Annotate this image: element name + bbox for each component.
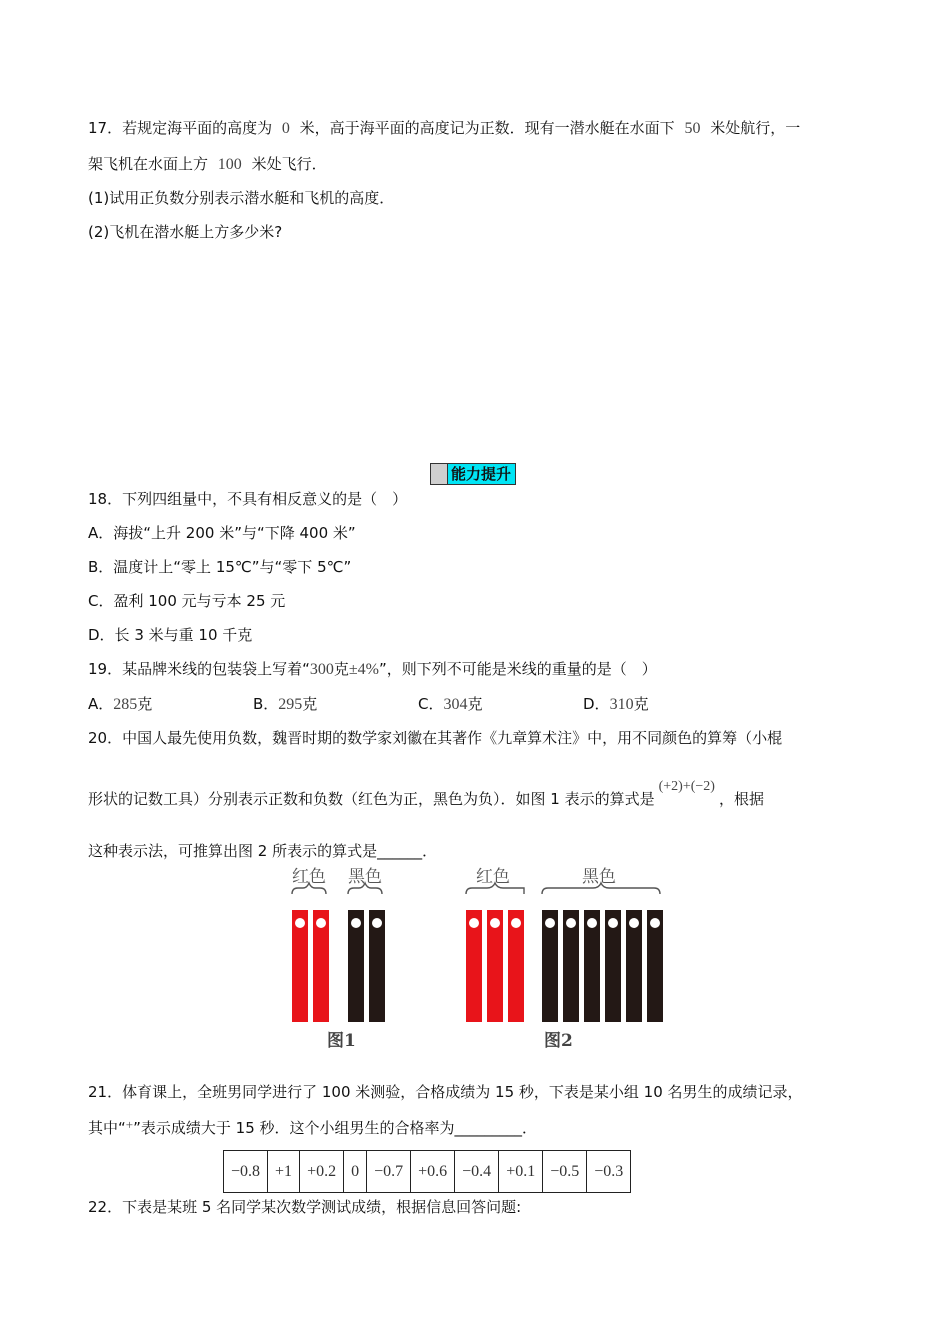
q19-text: 19．某品牌米线的包装袋上写着“ xyxy=(88,660,310,678)
math-hundred: 100 xyxy=(217,156,242,173)
fig2-red-label: 红色 xyxy=(476,867,510,887)
fig1-red-label: 红色 xyxy=(292,867,326,887)
q17-line2 xyxy=(88,154,327,175)
q19-option-b xyxy=(253,694,317,715)
option-unit: 克 xyxy=(467,695,483,713)
fig1-black-rod-dot xyxy=(372,918,382,928)
q20-text: ，根据 xyxy=(718,790,764,808)
option-value: 304 xyxy=(443,696,468,713)
option-value: 295 xyxy=(278,696,303,713)
option-letter: A． xyxy=(88,695,114,713)
fig2-black-rod-dot xyxy=(650,918,660,928)
option-value: 285 xyxy=(113,696,138,713)
fig2-black-rod-dot xyxy=(545,918,555,928)
q18-option-c: C．盈利 100 元与亏本 25 元 xyxy=(88,592,286,610)
fig1-black-rod-dot xyxy=(351,918,361,928)
section-marker xyxy=(431,464,448,484)
option-unit: 克 xyxy=(137,695,153,713)
option-letter: D． xyxy=(583,695,610,713)
fig1-red-rod-dot xyxy=(295,918,305,928)
q19-unit: 克 xyxy=(333,660,349,678)
score-cell: −0.8 xyxy=(224,1151,268,1193)
table-row xyxy=(224,1151,631,1193)
q17-text: 米，高于海平面的高度记为正数．现有一潜水艇在水面下 xyxy=(299,119,675,137)
fig2-red-rod-dot xyxy=(511,918,521,928)
q20-text: 形状的记数工具）分别表示正数和负数（红色为正，黑色为负）．如图 1 表示的算式是 xyxy=(88,790,655,808)
q20-line1: 20．中国人最先使用负数，魏晋时期的数学家刘徽在其著作《九章算术注》中，用不同颜色的算筹（小棍 xyxy=(88,729,783,747)
section-title: 能力提升 xyxy=(448,464,515,484)
fig2-black-rod-dot xyxy=(608,918,618,928)
fig1-caption: 图1 xyxy=(327,1031,356,1051)
fig2-red-rod-dot xyxy=(469,918,479,928)
q17-text: 米处航行，一 xyxy=(710,119,801,137)
score-cell: +0.6 xyxy=(411,1151,455,1193)
score-cell: 0 xyxy=(344,1151,367,1193)
score-cell: −0.4 xyxy=(455,1151,499,1193)
option-unit: 克 xyxy=(633,695,649,713)
q19-option-c xyxy=(418,694,483,715)
math-fifty: 50 xyxy=(684,120,701,137)
q19-text: ”，则下列不可能是米线的重量的是（ ） xyxy=(378,660,657,678)
q17-part2: (2)飞机在潜水艇上方多少米? xyxy=(88,223,283,241)
q17-text: 17．若规定海平面的高度为 xyxy=(88,119,273,137)
score-cell: −0.7 xyxy=(367,1151,411,1193)
option-letter: C． xyxy=(418,695,444,713)
math-formula: (+2)+(−2) xyxy=(658,779,715,794)
rods-group xyxy=(292,910,663,1022)
score-cell: +1 xyxy=(268,1151,300,1193)
q17-part1: (1)试用正负数分别表示潜水艇和飞机的高度． xyxy=(88,189,395,207)
fig1-red-rod-dot xyxy=(316,918,326,928)
score-cell: −0.3 xyxy=(587,1151,631,1193)
fig2-black-rod-dot xyxy=(629,918,639,928)
q20-line2 xyxy=(88,779,764,811)
q18-option-a: A．海拔“上升 200 米”与“下降 400 米” xyxy=(88,524,356,542)
q20-line3: 这种表示法，可推算出图 2 所表示的算式是______． xyxy=(88,842,438,860)
q17-text: 米处飞行． xyxy=(251,155,327,173)
score-cell: −0.5 xyxy=(543,1151,587,1193)
fig2-black-rod-dot xyxy=(587,918,597,928)
q17-text: 架飞机在水面上方 xyxy=(88,155,209,173)
q18-option-d: D．长 3 米与重 10 千克 xyxy=(88,626,253,644)
section-header xyxy=(430,463,516,485)
option-value: 310 xyxy=(609,696,634,713)
q22-stem: 22．下表是某班 5 名同学某次数学测试成绩，根据信息回答问题: xyxy=(88,1198,522,1216)
scores-table xyxy=(223,1150,631,1193)
q21-line1: 21．体育课上，全班男同学进行了 100 米测验，合格成绩为 15 秒，下表是某小组 10 名男生的成绩记录， xyxy=(88,1083,803,1101)
q19-stem xyxy=(88,659,657,680)
q21-text: 其中“ xyxy=(88,1119,126,1137)
q17-line1 xyxy=(88,118,800,139)
math-tolerance: ±4% xyxy=(348,661,379,678)
math-300: 300 xyxy=(309,661,334,678)
q21-line2 xyxy=(88,1118,537,1139)
q18-stem: 18．下列四组量中，不具有相反意义的是（ ） xyxy=(88,490,408,508)
math-plus: + xyxy=(125,1117,134,1132)
fig1-black-label: 黑色 xyxy=(348,867,382,887)
option-unit: 克 xyxy=(302,695,318,713)
fig2-black-rod-dot xyxy=(566,918,576,928)
q21-text: ”表示成绩大于 15 秒．这个小组男生的合格率为_________． xyxy=(133,1119,538,1137)
counting-rods-figure xyxy=(270,866,670,1060)
q18-option-b: B．温度计上“零上 15℃”与“零下 5℃” xyxy=(88,558,352,576)
math-zero: 0 xyxy=(281,120,290,137)
q19-option-a xyxy=(88,694,152,715)
fig2-caption: 图2 xyxy=(544,1031,573,1051)
fig2-red-rod-dot xyxy=(490,918,500,928)
fig2-black-label: 黑色 xyxy=(582,867,616,887)
score-cell: +0.1 xyxy=(499,1151,543,1193)
rods-svg xyxy=(270,866,670,1056)
score-cell: +0.2 xyxy=(300,1151,344,1193)
q19-option-d xyxy=(583,694,649,715)
option-letter: B． xyxy=(253,695,279,713)
